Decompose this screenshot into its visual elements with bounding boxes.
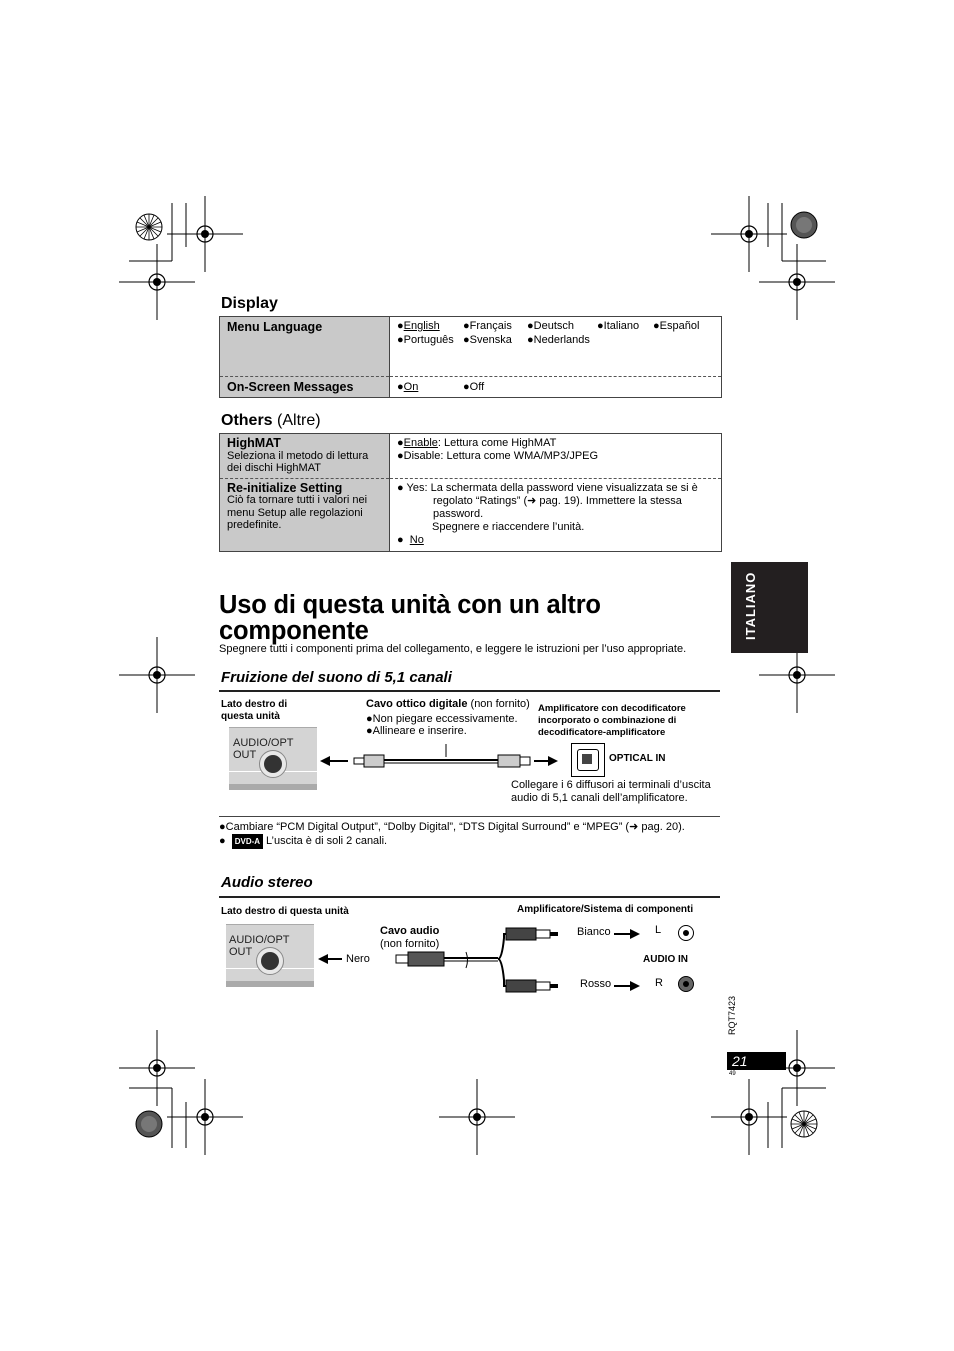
footer-tiny-number: 49 [729,1071,736,1077]
intro-text: Spegnere tutti i componenti prima del collegamento, e leggere le istruzioni per l’uso appropriate. [219,643,687,655]
option-francais[interactable]: Français [469,320,512,332]
unit-panel [229,727,317,790]
dvd-a-badge: DVD-A [232,834,263,849]
option-english[interactable]: English [403,320,440,332]
audio-opt-out-jack[interactable] [259,750,287,778]
menu-language-options: ●English ●Français ●Deutsch ●Italiano ●Español ●Português ●Svenska ●Nederlands [397,320,700,346]
note-dvd-a: ● DVD-A L’uscita è di soli 2 canali. [219,835,388,847]
option-portugues[interactable]: Português [403,334,454,346]
stereo-amp-label: Amplificatore/Sistema di componenti [517,904,694,915]
l-label: L [655,924,662,936]
cable-note-1: ●Non piegare eccessivamente. [366,713,518,725]
section-51-heading: Fruizione del suono di 5,1 canali [221,669,452,686]
section-51-bottom-rule [219,816,720,817]
stereo-port-label: AUDIO/OPT OUT [229,934,290,958]
option-espanol[interactable]: Español [659,320,700,332]
optical-cable-title: Cavo ottico digitale (non fornito) [366,698,530,710]
on-screen-messages-label: On-Screen Messages [220,377,390,398]
port-label: AUDIO/OPT OUT [233,737,294,761]
document-code: RQT7423 [727,995,737,1035]
cable-note-2: ●Allineare e inserire. [366,725,467,737]
stereo-unit-side: Lato destro di questa unità [221,906,349,917]
optical-in-label: OPTICAL IN [609,753,666,764]
display-heading: Display [221,295,278,312]
rosso-label: Rosso [580,978,612,990]
reinit-options: ● Yes: La schermata della password viene visualizzata se si è regolato “Ratings” (➜ pag. 19). Immettere la stessa password. Spegnere e riaccendere l’unità. ● No [390,478,722,551]
stereo-audio-out-jack[interactable] [256,947,284,975]
stereo-heading: Audio stereo [221,874,313,891]
stereo-rule [219,896,720,898]
others-heading: Others (Altre) [221,412,321,429]
reinit-label: Re-initialize Setting Ciò fa tornare tutti i valori nei menu Setup alle regolazioni predefinite. [220,478,390,551]
option-on[interactable]: On [403,381,419,393]
display-table [219,316,722,398]
connect-note: Collegare i 6 diffusori ai terminali d’uscita audio di 5,1 canali dell’amplificatore. [511,779,711,804]
audio-in-l-jack[interactable] [678,925,694,941]
page-title: Uso di questa unità con un altro componente [219,591,601,645]
note-digital-output: ●Cambiare “PCM Digital Output”, “Dolby Digital”, “DTS Digital Surround” e “MPEG” (➜ pag. 20). [219,821,685,833]
audio-in-label: AUDIO IN [643,954,688,965]
stereo-unit-panel [226,924,314,987]
unit-side-label: Lato destro di questa unità [221,699,288,722]
highmat-options: ●Enable: Lettura come HighMAT ●Disable: Lettura come WMA/MP3/JPEG [397,437,599,462]
highmat-label: HighMAT Seleziona il metodo di lettura dei dischi HighMAT [220,434,390,479]
optical-in-jack[interactable] [571,743,605,777]
audio-in-r-jack[interactable] [678,976,694,992]
option-nederlands[interactable]: Nederlands [533,334,590,346]
option-deutsch[interactable]: Deutsch [533,320,575,332]
on-screen-messages-options: ●On ●Off [390,377,722,398]
option-no[interactable]: No [409,533,424,546]
option-yes[interactable]: Yes: La schermata della password viene visualizzata se si è [406,481,698,494]
language-side-tab: ITALIANO [731,562,808,653]
option-off[interactable]: Off [469,381,485,393]
menu-language-label: Menu Language [220,317,390,377]
amp-label: Amplificatore con decodificatore incorporato o combinazione di decodificatore-amplificatore [538,703,686,738]
option-italiano[interactable]: Italiano [603,320,640,332]
audio-cable-label: Cavo audio (non fornito) [380,925,440,950]
nero-label: Nero [346,953,370,965]
page-number: 21 [727,1052,786,1070]
option-enable[interactable]: Enable [403,437,438,449]
optical-cable-diagram [318,740,578,776]
others-table [219,433,722,552]
bianco-label: Bianco [577,926,611,938]
section-51-rule [219,690,720,692]
option-disable[interactable]: Disable: Lettura come WMA/MP3/JPEG [403,450,599,462]
option-svenska[interactable]: Svenska [469,334,512,346]
r-label: R [655,977,663,989]
